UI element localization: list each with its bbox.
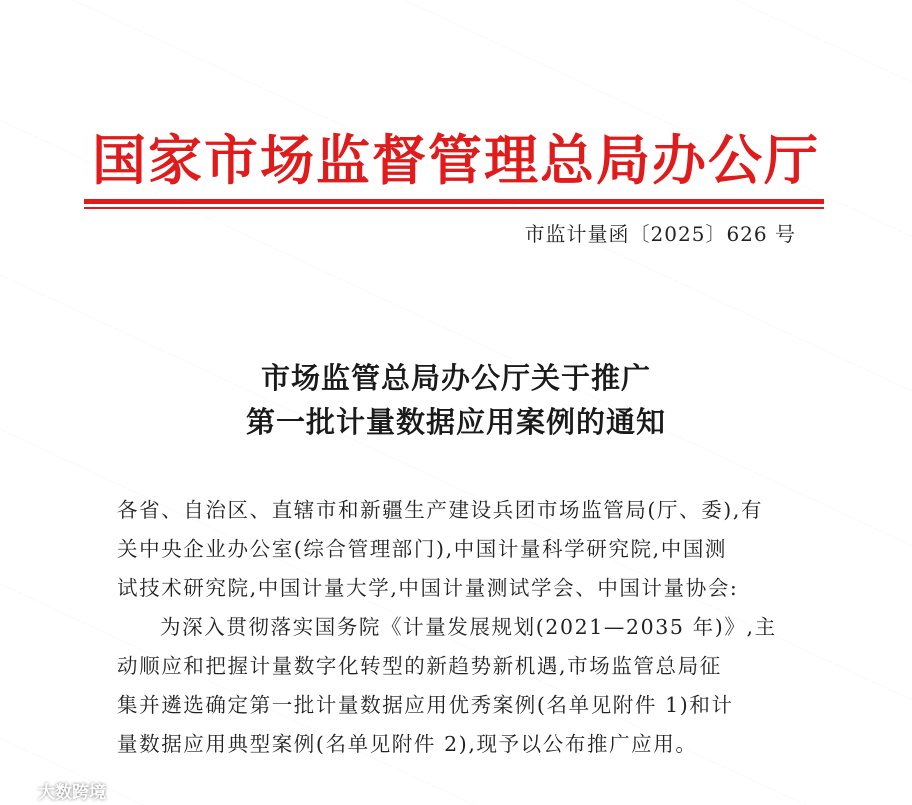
paragraph-line-2: 动顺应和把握计量数字化转型的新趋势新机遇,市场监管总局征 bbox=[117, 654, 722, 678]
recipients-line-2: 关中央企业办公室(综合管理部门),中国计量科学研究院,中国测 bbox=[117, 537, 728, 561]
brand-logo-icon bbox=[6, 779, 34, 801]
notice-title bbox=[0, 356, 912, 444]
paragraph-line-4: 量数据应用典型案例(名单见附件 2),现予以公布推广应用。 bbox=[117, 732, 698, 756]
issuing-office-title: 国家市场监督管理总局办公厅 bbox=[92, 128, 820, 192]
paragraph-line-3: 集并遴选确定第一批计量数据应用优秀案例(名单见附件 1)和计 bbox=[117, 693, 734, 717]
paragraph-line-1: 为深入贯彻落实国务院《计量发展规划(2021—2035 年)》,主 bbox=[160, 615, 777, 639]
notice-title-line-1: 市场监管总局办公厅关于推广 bbox=[260, 361, 651, 395]
watermark-badge bbox=[0, 775, 112, 805]
red-divider-thick bbox=[84, 199, 824, 204]
red-divider-thin bbox=[84, 207, 824, 209]
recipients-line-1: 各省、自治区、直辖市和新疆生产建设兵团市场监管局(厅、委),有 bbox=[117, 498, 764, 522]
notice-body bbox=[117, 491, 795, 764]
document-number: 市监计量函〔2025〕626 号 bbox=[524, 222, 796, 246]
watermark-text: 大数跨境 bbox=[38, 782, 106, 803]
recipients-line-3: 试技术研究院,中国计量大学,中国计量测试学会、中国计量协会: bbox=[117, 576, 739, 600]
notice-title-line-2: 第一批计量数据应用案例的通知 bbox=[245, 405, 666, 439]
